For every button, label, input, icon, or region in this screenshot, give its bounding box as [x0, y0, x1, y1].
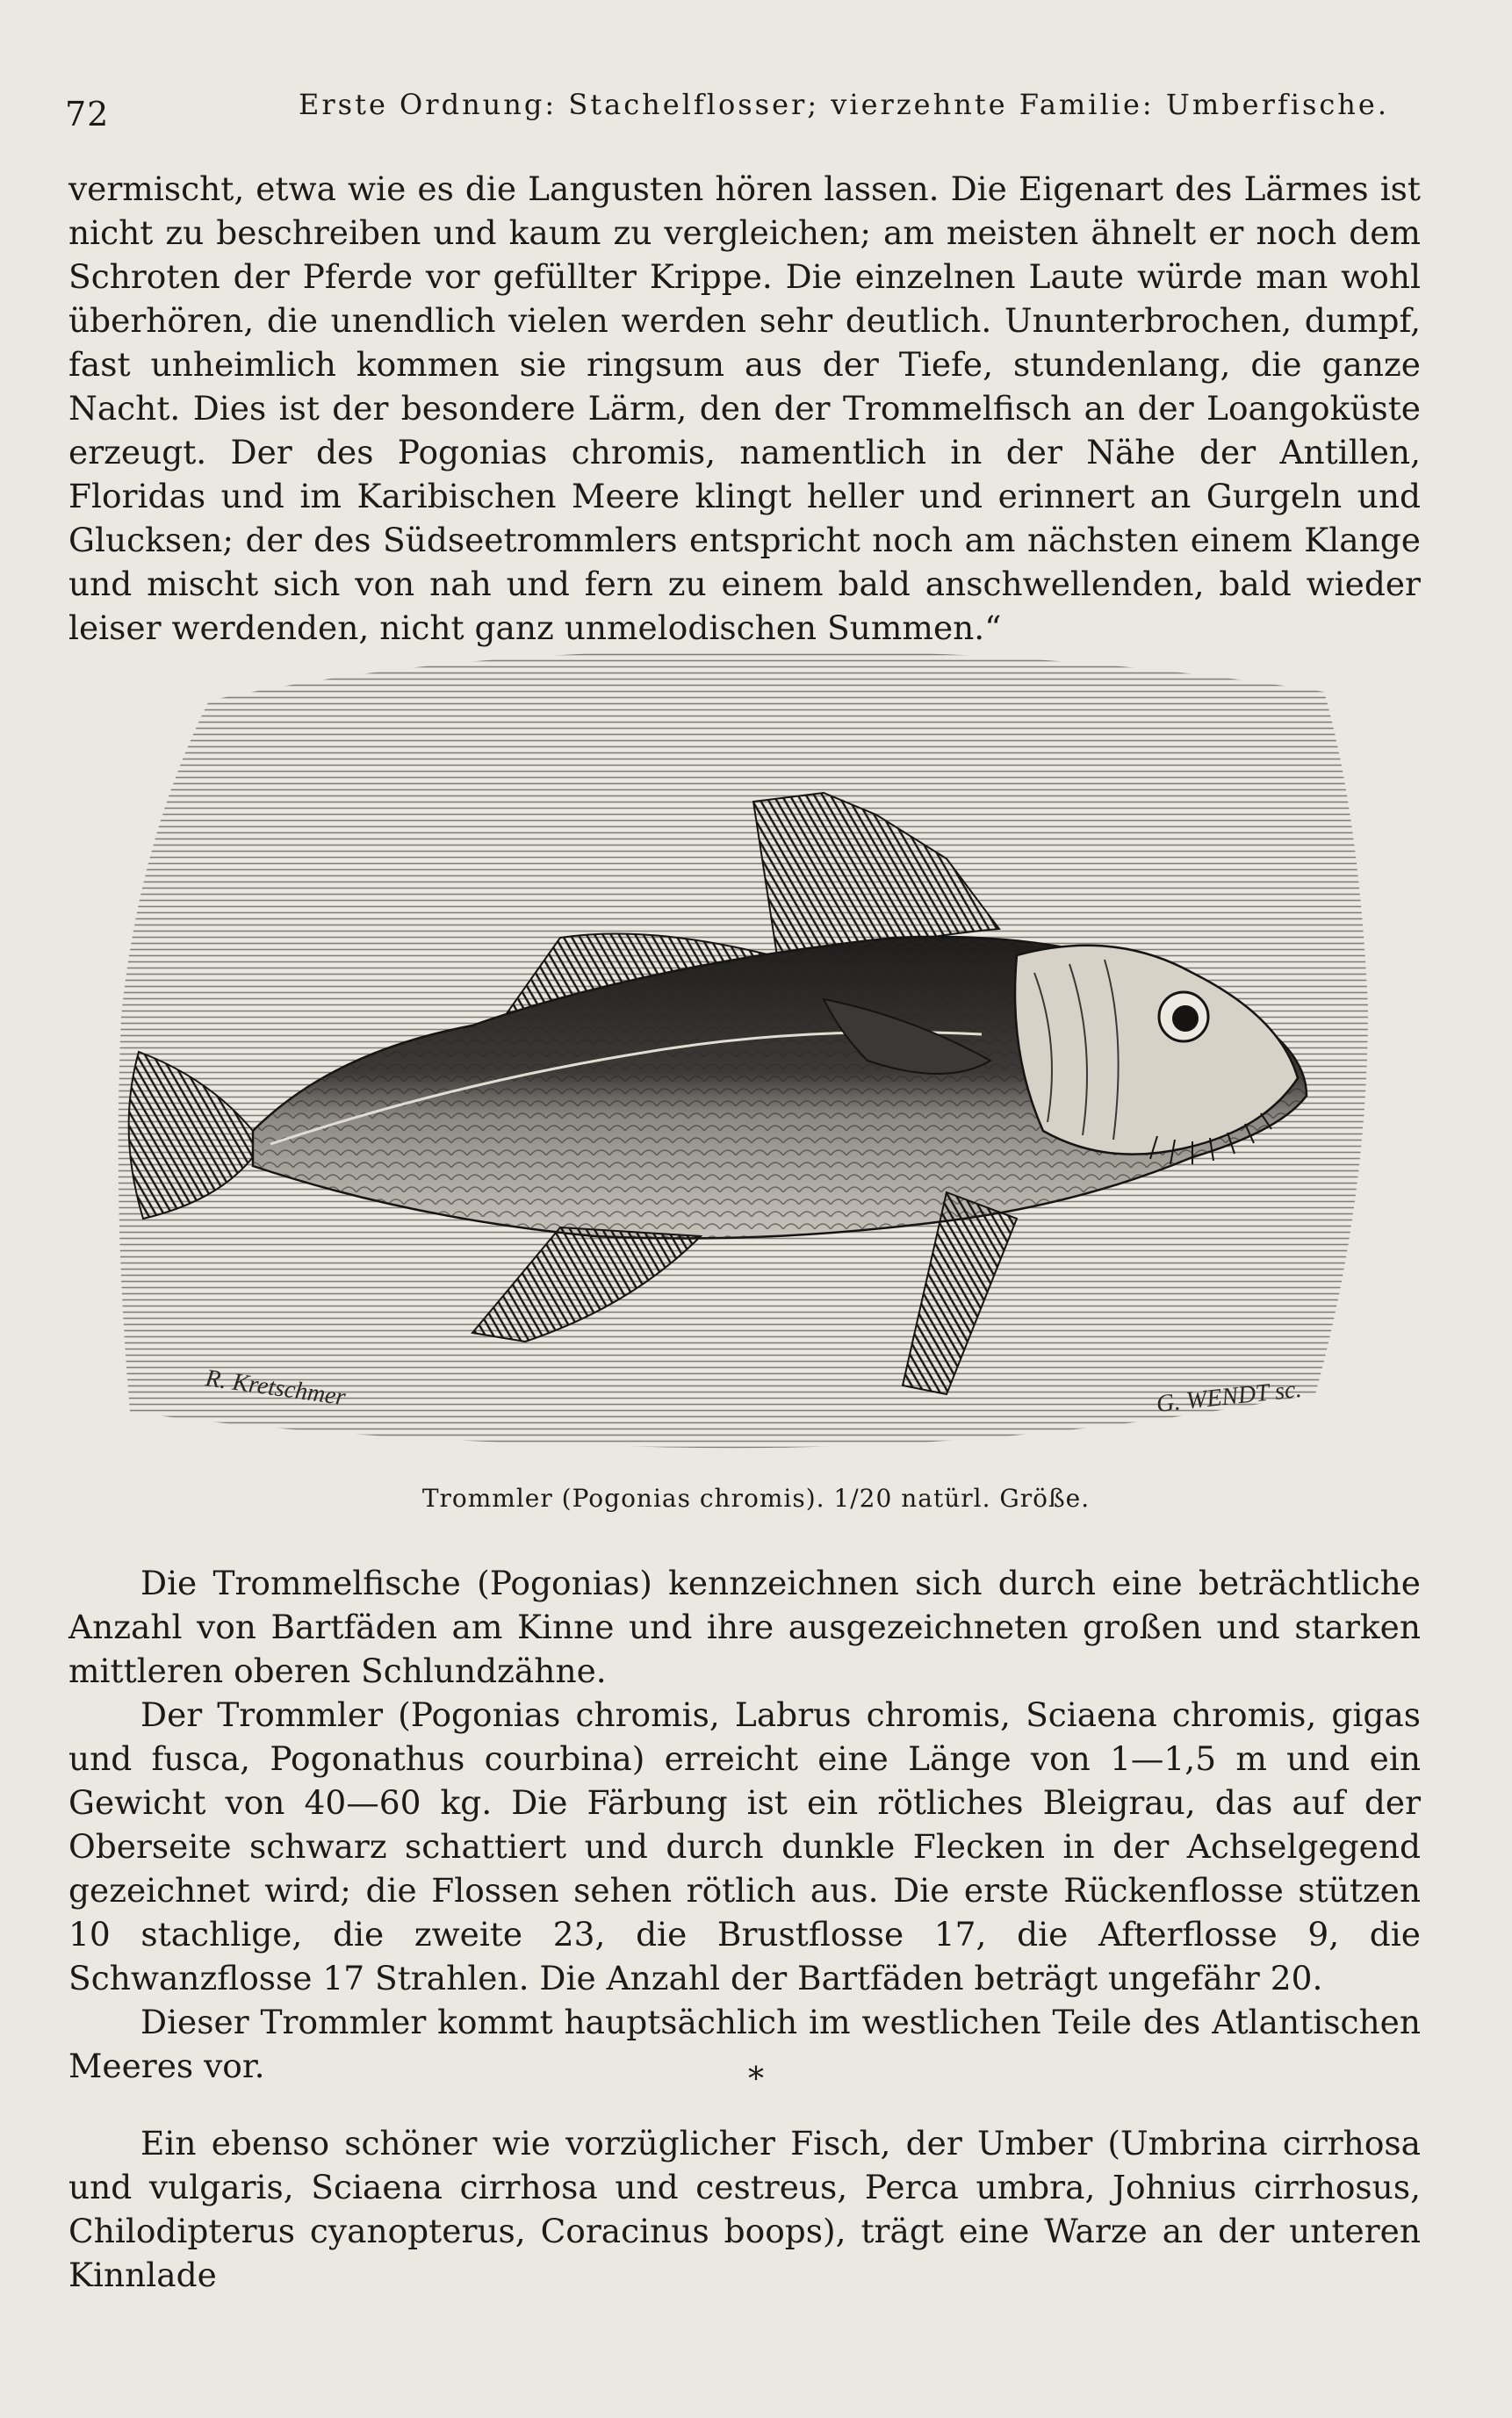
final-text-block — [68, 2121, 1421, 2297]
body-paragraph-2: Der Trommler (Pogonias chromis, Labrus chromis, Sciaena chromis, gigas und fusca, Pogonathus courbina) erreicht eine Länge von 1—1,5 m und ein Gewicht von 40—60 kg. Die Färbung ist ein rötliches Bleigrau, das auf der Oberseite schwarz schattiert und durch dunkle Flecken in der Achselgegend gezeichnet wird; die Flossen sehen rötlich aus. Die erste Rückenflosse stützen 10 stachlige, die zweite 23, die Brustflosse 17, die Afterflosse 9, die Schwanzflosse 17 Strahlen. Die Anzahl der Bartfäden beträgt ungefähr 20. — [68, 1695, 1421, 1997]
drum-fish-engraving — [104, 639, 1386, 1473]
body-paragraph-1: Die Trommelfische (Pogonias) kennzeichnen sich durch eine beträchtliche Anzahl von Bartfäden am Kinne und ihre ausgezeichneten großen und starken mittleren oberen Schlundzähne. — [68, 1564, 1421, 1690]
fish-illustration — [104, 639, 1386, 1473]
signature-right: G. WENDT sc. — [1155, 1375, 1303, 1418]
figure-caption: Trommler (Pogonias chromis). 1/20 natürl. Größe. — [421, 1484, 1091, 1513]
signature-left: R. Kretschmer — [204, 1364, 348, 1412]
fish-pupil — [1172, 1005, 1199, 1032]
quote-text-block — [68, 167, 1421, 650]
section-divider: * — [748, 2062, 764, 2098]
page-number: 72 — [65, 95, 110, 133]
quote-paragraph: vermischt, etwa wie es die Langusten hören lassen. Die Eigenart des Lärmes ist nicht zu beschreiben und kaum zu vergleichen; am meisten ähnelt er noch dem Schroten der Pferde vor gefüllter Krippe. Die einzelnen Laute würde man wohl überhören, die unendlich vielen werden sehr deutlich. Ununterbrochen, dumpf, fast unheimlich kommen sie ringsum aus der Tiefe, stundenlang, die ganze Nacht. Dies ist der besondere Lärm, den der Trommelfisch an der Loangoküste erzeugt. Der des Pogonias chromis, namentlich in der Nähe der Antillen, Floridas und im Karibischen Meere klingt heller und erinnert an Gurgeln und Glucksen; der des Südseetrommlers entspricht noch am nächsten einem Klange und mischt sich von nah und fern zu einem bald anschwellenden, bald wieder leiser werdenden, nicht ganz unmelodischen Summen.“ — [68, 169, 1421, 647]
running-head: Erste Ordnung: Stachelflosser; vierzehnte Familie: Umberfische. — [299, 88, 1390, 121]
body-text-block — [68, 1561, 1421, 2088]
final-paragraph: Ein ebenso schöner wie vorzüglicher Fisch, der Umber (Umbrina cirrhosa und vulgaris, Sciaena cirrhosa und cestreus, Perca umbra, Johnius cirrhosus, Chilodipterus cyanopterus, Coracinus boops), trägt eine Warze an der unteren Kinnlade — [68, 2124, 1421, 2294]
body-paragraph-3: Dieser Trommler kommt hauptsächlich im westlichen Teile des Atlantischen Meeres vor. — [68, 2003, 1421, 2085]
